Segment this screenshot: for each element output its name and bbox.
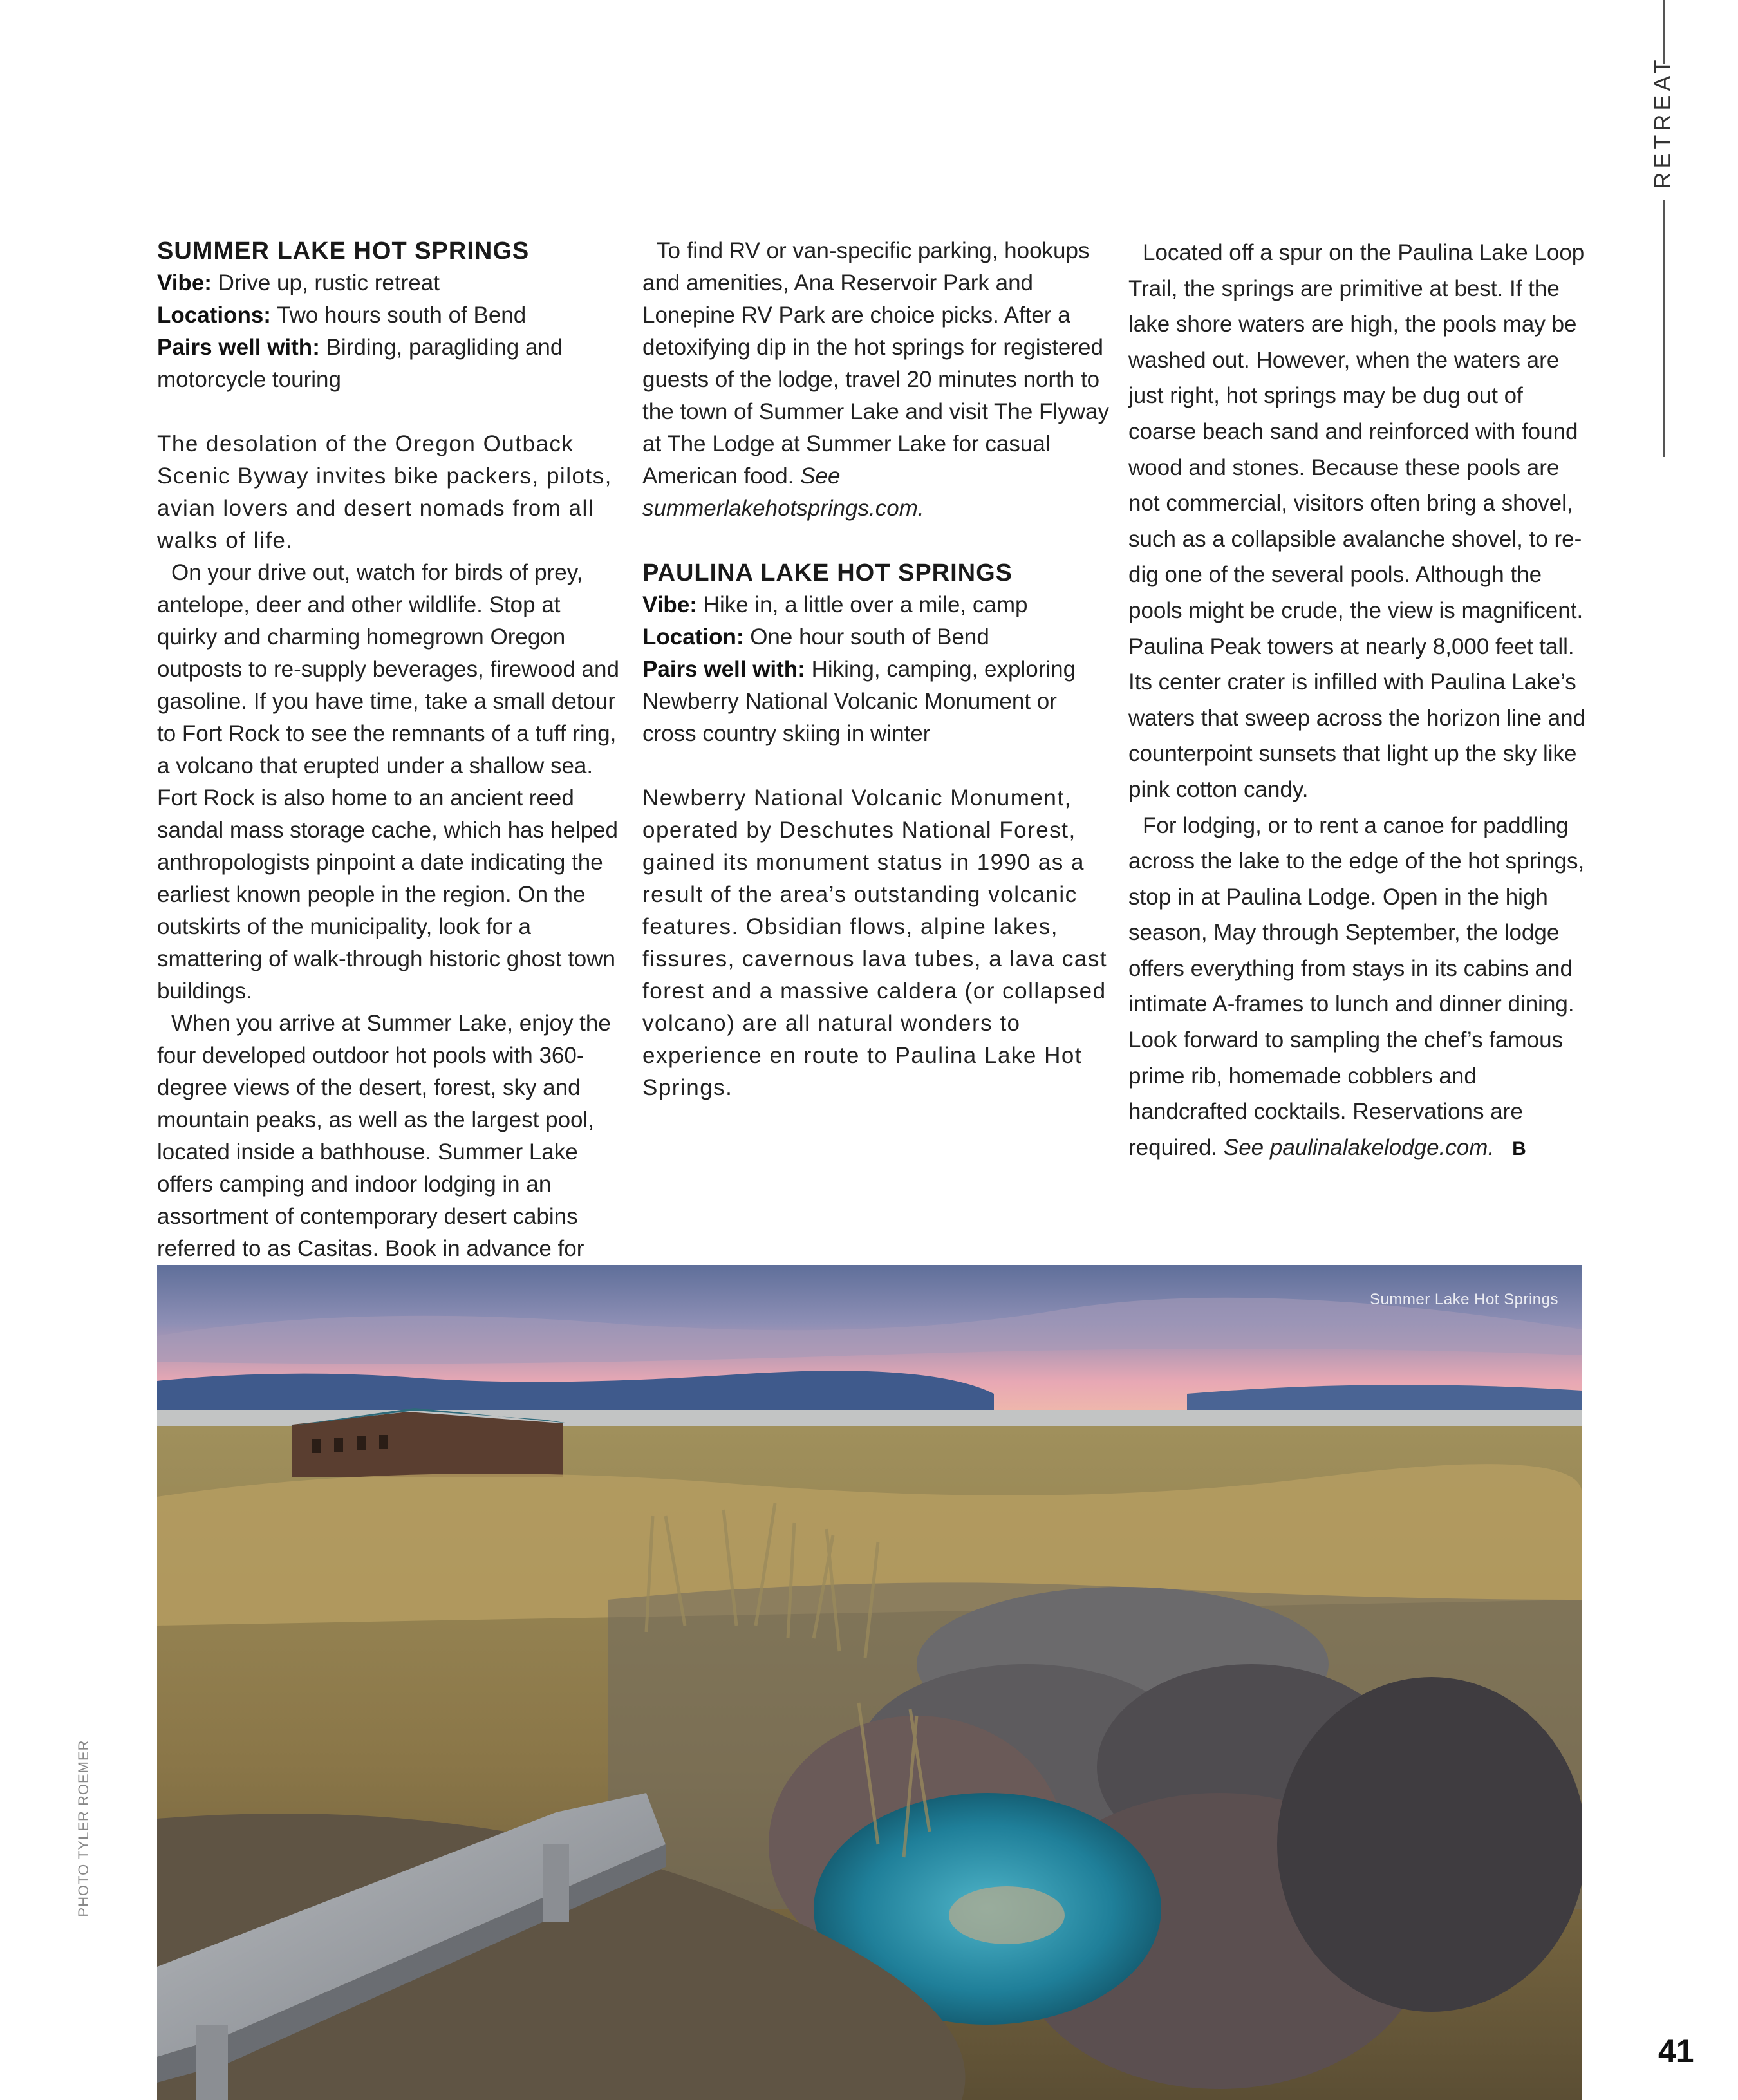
location-value: One hour south of Bend	[743, 624, 989, 650]
paulina-lodging-text: For lodging, or to rent a canoe for paddling across the lake to the edge of the hot springs, stop in at Paulina Lodge. Open in the high season, May through September, the lodge offers everything from stays in its cabins and intimate A-frames to lunch and dinner dining. Look forward to sampling the chef’s famous prime rib, homemade cobblers and handcrafted cocktails. Reservations are required.	[1128, 812, 1585, 1160]
summer-lake-heading: SUMMER LAKE HOT SPRINGS	[157, 238, 530, 265]
column-1	[157, 235, 621, 1362]
vibe-label: Vibe:	[157, 270, 212, 295]
vibe-value: Drive up, rustic retreat	[211, 270, 440, 295]
vibe-label: Vibe:	[642, 592, 697, 617]
summer-lake-locations	[157, 299, 621, 332]
summer-lake-rv-text: To find RV or van-specific parking, hookups and amenities, Ana Reservoir Park and Lonepine RV Park are choice picks. After a detoxifying dip in the hot springs for registered guests of the lodge, travel 20 minutes north to the town of Summer Lake and visit The Flyway at The Lodge at Summer Lake for casual American food.	[642, 238, 1109, 489]
section-tab	[1637, 0, 1688, 464]
paulina-location	[642, 621, 1112, 653]
photo-caption: Summer Lake Hot Springs	[1370, 1291, 1558, 1308]
pairs-value: Birding, paragliding and motorcycle touring	[157, 335, 563, 392]
paulina-newberry: Newberry National Volcanic Monument, operated by Deschutes National Forest, gained its monument status in 1990 as a result of the area’s outstanding volcanic features. Obsidian flows, alpine lakes, fissures, cavernous lava tubes, a lava cast forest and a massive caldera (or collapsed volcano) are all natural wonders to experience en route to Paulina Lake Hot Springs.	[642, 785, 1108, 1100]
summer-lake-intro: The desolation of the Oregon Outback Scenic Byway invites bike packers, pilots, avian lovers and desert nomads from all walks of life.	[157, 431, 612, 553]
locations-label: Locations:	[157, 303, 271, 328]
pairs-value: Hiking, camping, exploring Newberry National Volcanic Monument or cross country skiing in winter	[642, 657, 1076, 746]
summer-lake-drive: On your drive out, watch for birds of prey, antelope, deer and other wildlife. Stop at quirky and charming homegrown Oregon outposts to re-supply beverages, firewood and gasoline. If you have time, take a small detour to Fort Rock to see the remnants of a tuff ring, a volcano that erupted under a shallow sea. Fort Rock is also home to an ancient reed sandal mass storage cache, which has helped anthropologists pinpoint a date indicating the earliest known people in the region. On the outskirts of the municipality, look for a smattering of walk-through historic ghost town buildings.	[157, 560, 619, 1004]
summer-lake-pairs	[157, 332, 621, 396]
hot-springs-photo	[157, 1265, 1582, 2100]
column-2	[642, 235, 1112, 1104]
summer-lake-vibe	[157, 267, 621, 299]
pairs-label: Pairs well with:	[157, 335, 320, 360]
photo-illustration	[157, 1265, 1582, 2100]
pairs-label: Pairs well with:	[642, 657, 805, 682]
paulina-lodging	[1128, 808, 1592, 1167]
locations-value: Two hours south of Bend	[270, 303, 527, 328]
paulina-vibe	[642, 589, 1112, 621]
section-label: RETREAT	[1649, 55, 1676, 189]
photo-credit: PHOTO TYLER ROEMER	[75, 1739, 91, 1917]
vibe-value: Hike in, a little over a mile, camp	[696, 592, 1028, 617]
summer-lake-link[interactable]: See summerlakehotsprings.com.	[642, 464, 924, 521]
paulina-heading: PAULINA LAKE HOT SPRINGS	[642, 559, 1013, 586]
end-mark-logo: B	[1512, 1138, 1524, 1159]
paulina-link[interactable]: See paulinalakelodge.com.	[1223, 1134, 1495, 1160]
section-rule-bottom	[1663, 200, 1665, 457]
summer-lake-arrive: When you arrive at Summer Lake, enjoy the four developed outdoor hot pools with 360-degree views of the desert, forest, sky and mountain peaks, as well as the largest pool, located inside a bathhouse. Summer Lake offers camping and indoor lodging in an assortment of contemporary desert cabins referred to as Casitas. Book in advance for	[157, 1011, 611, 1261]
section-rule-top	[1663, 0, 1665, 64]
paulina-pairs	[642, 653, 1112, 750]
page-number: 41	[1658, 2033, 1694, 2069]
column-3	[1128, 235, 1592, 1167]
paulina-springs: Located off a spur on the Paulina Lake Loop Trail, the springs are primitive at best. If the lake shore waters are high, the pools may be washed out. However, when the waters are just right, hot springs may be dug out of coarse beach sand and reinforced with found wood and stones. Because these pools are not commercial, visitors often bring a shovel, such as a collapsible avalanche shovel, to re-dig one of the several pools. Although the pools might be crude, the view is magnificent. Paulina Peak towers at nearly 8,000 feet tall. Its center crater is infilled with Paulina Lake’s waters that sweep across the horizon line and counterpoint sunsets that light up the sky like pink cotton candy.	[1128, 240, 1586, 802]
bathhouse	[292, 1412, 563, 1477]
summer-lake-rv	[642, 235, 1112, 525]
location-label: Location:	[642, 624, 744, 650]
